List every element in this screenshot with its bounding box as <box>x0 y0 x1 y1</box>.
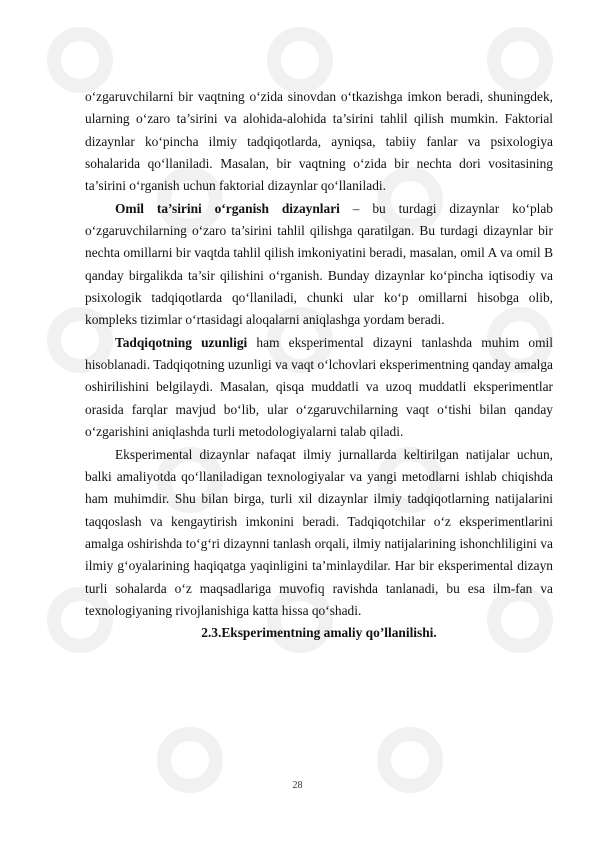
paragraph-3-text: ham eksperimental dizayni tanlashda muhim omil hisoblanadi. Tadqiqotning uzunligi va vaqt o‘lchovlari eksperimentning qanday amalga oshirilishini belgilaydi. Masalan, qisqa muddatli va uzoq muddatli eksperimentlar orasida farqlar mavjud bo‘lib, ular o‘zgaruvchilarning vaqt o‘tishi bilan qanday o‘zgarishini aniqlashda turli metodologiyalarni talab qiladi. <box>85 334 553 440</box>
term-omil-tasiri: Omil ta’sirini o‘rganish dizaynlari <box>115 200 340 216</box>
body-text <box>85 86 553 645</box>
paragraph-2 <box>85 198 553 332</box>
paragraph-2-text: – bu turdagi dizaynlar ko‘plab o‘zgaruvchilarning o‘zaro ta’sirini tahlil qilishga qaratilgan. Bu turdagi dizaynlar bir nechta omillarni bir vaqtda tahlil qilish imkoniyatini beradi, masalan, omil A va omil B qanday birgalikda ta’sir qilishini o‘rganish. Bunday dizaynlar ko‘pincha iqtisodiy va psixologik tadqiqotlarda qo‘llaniladi, chunki ular ko‘p omillarni hisobga olib, kompleks tizimlar o‘rtasidagi aloqalarni aniqlashga yordam beradi. <box>85 200 553 328</box>
paragraph-1: o‘zgaruvchilarni bir vaqtning o‘zida sinovdan o‘tkazishga imkon beradi, shuningdek, ularning o‘zaro ta’sirini va alohida-alohida ta’sirini tahlil qilish mumkin. Faktorial dizaynlar ko‘pincha ilmiy tadqiqotlarda, ayniqsa, tabiiy fanlar va psixologiya sohalarida qo‘llaniladi. Masalan, bir vaqtning o‘zida bir nechta dori vositasining ta’sirini o‘rganish uchun faktorial dizaynlar qo‘llaniladi. <box>85 89 553 194</box>
page-number: 28 <box>292 780 303 791</box>
paragraph-3 <box>85 332 553 444</box>
section-heading: 2.3.Eksperimentning amaliy qo’llanilishi. <box>201 625 437 641</box>
paragraph-4: Eksperimental dizaynlar nafaqat ilmiy jurnallarda keltirilgan natijalar uchun, balki amaliyotda qo‘llaniladigan texnologiyalar va yangi metodlarni ishlab chiqishda ham muhimdir. Shu bilan birga, turli xil dizaynlar ilmiy tadqiqotlarning natijalarini taqqoslash va kengaytirish imkonini beradi. Tadqiqotchilar o‘z eksperimentlarini amalga oshirishda to‘g‘ri dizaynni tanlash orqali, ilmiy natijalarining ishonchliligini va ilmiy g‘oyalarining haqiqatga yaqinligini ta’minlaydilar. Har bir eksperimental dizayn turli sohalarda o‘z maqsadlariga muvofiq ravishda tanlanadi, bu esa ilm-fan va texnologiyaning rivojlanishiga katta hissa qo‘shadi. <box>85 446 553 618</box>
term-tadqiqot-uzunligi: Tadqiqotning uzunligi <box>115 334 248 350</box>
